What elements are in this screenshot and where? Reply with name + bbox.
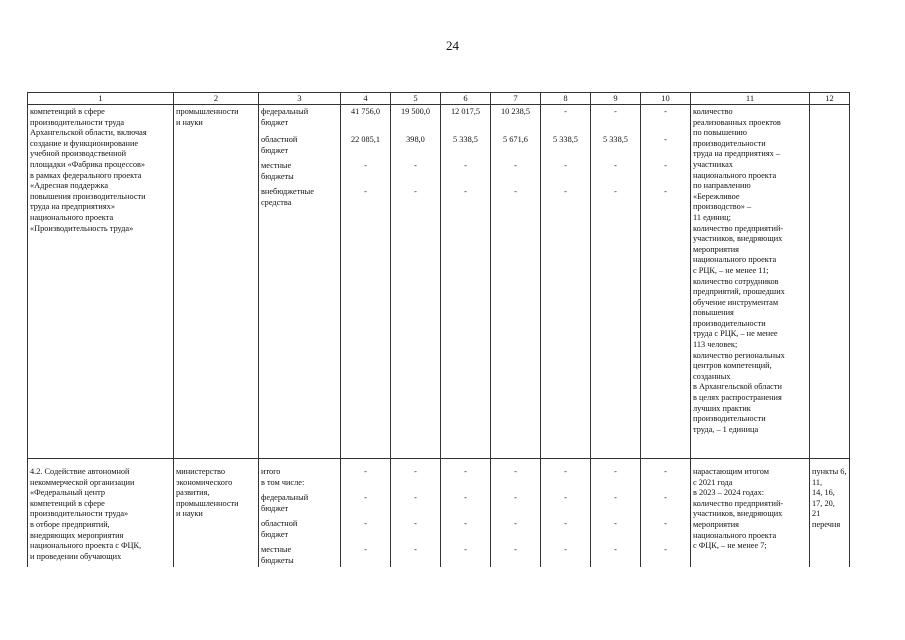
amount-value: - [664, 545, 667, 554]
amount-value: - [614, 493, 617, 502]
amount-column-5 [391, 459, 441, 568]
target-indicators: количество реализованных проектов по повышению производительности труда на предприятиях – участниках национального проекта по направлению «Бережливое производство» – 11 единиц; количество предприятий- участников, внедряющих мероприятия национального проекта с РЦК, – не менее 11; количество сотрудников предприятий, прошедших обучение инструментам повышения производительности труда с РЦК, – не менее 113 человек; количество региональных центров компетенций, созданных в Архангельской области в целях распространения лучших практик производительности труда, – 1 единица [691, 105, 810, 459]
amount-column-10 [641, 105, 691, 459]
amount-value: 5 338,5 [453, 135, 478, 144]
amount-value: - [664, 467, 667, 476]
amount-value: - [364, 545, 367, 554]
amount-value: - [564, 161, 567, 170]
amount-value: - [464, 493, 467, 502]
amount-value: - [514, 467, 517, 476]
measure-description: компетенций в сфере производительности труда Архангельской области, включая создание и функционирование учебной производственной площадки «Фабрика процессов» в рамках федерального проекта «Адресная поддержка повышения производительности труда на предприятиях» национального проекта «Производительность труда» [28, 105, 174, 459]
column-header: 1 [28, 93, 174, 105]
amount-value: - [614, 519, 617, 528]
table-row [28, 459, 850, 568]
amount-column-4 [341, 459, 391, 568]
amount-value: - [664, 135, 667, 144]
amount-value: - [564, 493, 567, 502]
responsible-executor: промышленности и науки [174, 105, 259, 459]
amount-value: - [614, 187, 617, 196]
amount-value: - [564, 187, 567, 196]
column-header: 6 [441, 93, 491, 105]
page-number: 24 [446, 38, 459, 53]
column-header: 11 [691, 93, 810, 105]
amount-value: - [514, 545, 517, 554]
related-items: пункты 6, 11, 14, 16, 17, 20, 21 перечня [810, 459, 850, 568]
column-header: 4 [341, 93, 391, 105]
amount-column-10 [641, 459, 691, 568]
amount-value: 5 338,5 [553, 135, 578, 144]
column-header: 9 [591, 93, 641, 105]
amount-value: - [414, 161, 417, 170]
funding-source-label: внебюджетные средства [261, 187, 314, 207]
column-header: 3 [259, 93, 341, 105]
column-header-row [28, 93, 850, 105]
amount-value: - [414, 467, 417, 476]
amount-column-9 [591, 105, 641, 459]
table-row [28, 105, 850, 459]
funding-source-label: местные бюджеты [261, 161, 294, 181]
column-header: 2 [174, 93, 259, 105]
funding-source-label: итого в том числе: [261, 467, 305, 487]
amount-value: - [514, 493, 517, 502]
funding-source-label: областной бюджет [261, 519, 298, 539]
funding-source-label: областной бюджет [261, 135, 298, 155]
column-header: 10 [641, 93, 691, 105]
amount-column-7 [491, 105, 541, 459]
responsible-executor: министерство экономического развития, промышленности и науки [174, 459, 259, 568]
amount-value: - [664, 187, 667, 196]
amount-value: - [564, 107, 567, 116]
amount-value: - [414, 519, 417, 528]
amount-value: - [364, 187, 367, 196]
amount-value: - [614, 467, 617, 476]
amount-value: - [614, 107, 617, 116]
amount-value: - [414, 187, 417, 196]
amount-value: - [614, 161, 617, 170]
amount-column-6 [441, 105, 491, 459]
amount-value: - [664, 493, 667, 502]
amount-value: 398,0 [406, 135, 425, 144]
funding-source-label: федеральный бюджет [261, 493, 309, 513]
funding-sources [259, 459, 341, 568]
amount-value: - [464, 161, 467, 170]
amount-column-8 [541, 105, 591, 459]
amount-value: - [414, 493, 417, 502]
measure-description: 4.2. Содействие автономной некоммерческой организации «Федеральный центр компетенций в сфере производительности труда» в отборе предприятий, внедряющих мероприятия национального проекта с ФЦК, и проведении обучающих [28, 459, 174, 568]
amount-column-7 [491, 459, 541, 568]
amount-value: - [564, 467, 567, 476]
amount-value: - [464, 519, 467, 528]
amount-value: - [464, 187, 467, 196]
target-indicators: нарастающим итогом с 2021 года в 2023 – 2024 годах: количество предприятий- участников, внедряющих мероприятия национального проекта с ФЦК, – не менее 7; [691, 459, 810, 568]
amount-value: - [564, 519, 567, 528]
funding-source-label: федеральный бюджет [261, 107, 309, 127]
amount-value: - [514, 161, 517, 170]
amount-column-9 [591, 459, 641, 568]
amount-value: - [664, 107, 667, 116]
column-header: 12 [810, 93, 850, 105]
amount-value: - [614, 545, 617, 554]
amount-value: 10 238,5 [500, 107, 531, 116]
column-header: 8 [541, 93, 591, 105]
related-items [810, 105, 850, 459]
amount-value: 12 017,5 [450, 107, 481, 116]
funding-sources [259, 105, 341, 459]
column-header: 5 [391, 93, 441, 105]
amount-value: - [664, 161, 667, 170]
amount-column-6 [441, 459, 491, 568]
amount-value: 22 085,1 [350, 135, 381, 144]
amount-value: - [364, 467, 367, 476]
amount-value: 5 671,6 [503, 135, 528, 144]
amount-value: - [414, 545, 417, 554]
amount-value: 19 500,0 [400, 107, 431, 116]
program-table [27, 92, 850, 567]
amount-column-5 [391, 105, 441, 459]
column-header: 7 [491, 93, 541, 105]
amount-value: - [664, 519, 667, 528]
amount-value: - [464, 545, 467, 554]
amount-value: - [564, 545, 567, 554]
amount-value: - [514, 187, 517, 196]
amount-value: - [364, 161, 367, 170]
amount-value: - [464, 467, 467, 476]
amount-value: - [364, 519, 367, 528]
amount-column-4 [341, 105, 391, 459]
funding-source-label: местные бюджеты [261, 545, 294, 565]
amount-value: 5 338,5 [603, 135, 628, 144]
amount-value: 41 756,0 [350, 107, 381, 116]
amount-value: - [364, 493, 367, 502]
amount-value: - [514, 519, 517, 528]
amount-column-8 [541, 459, 591, 568]
